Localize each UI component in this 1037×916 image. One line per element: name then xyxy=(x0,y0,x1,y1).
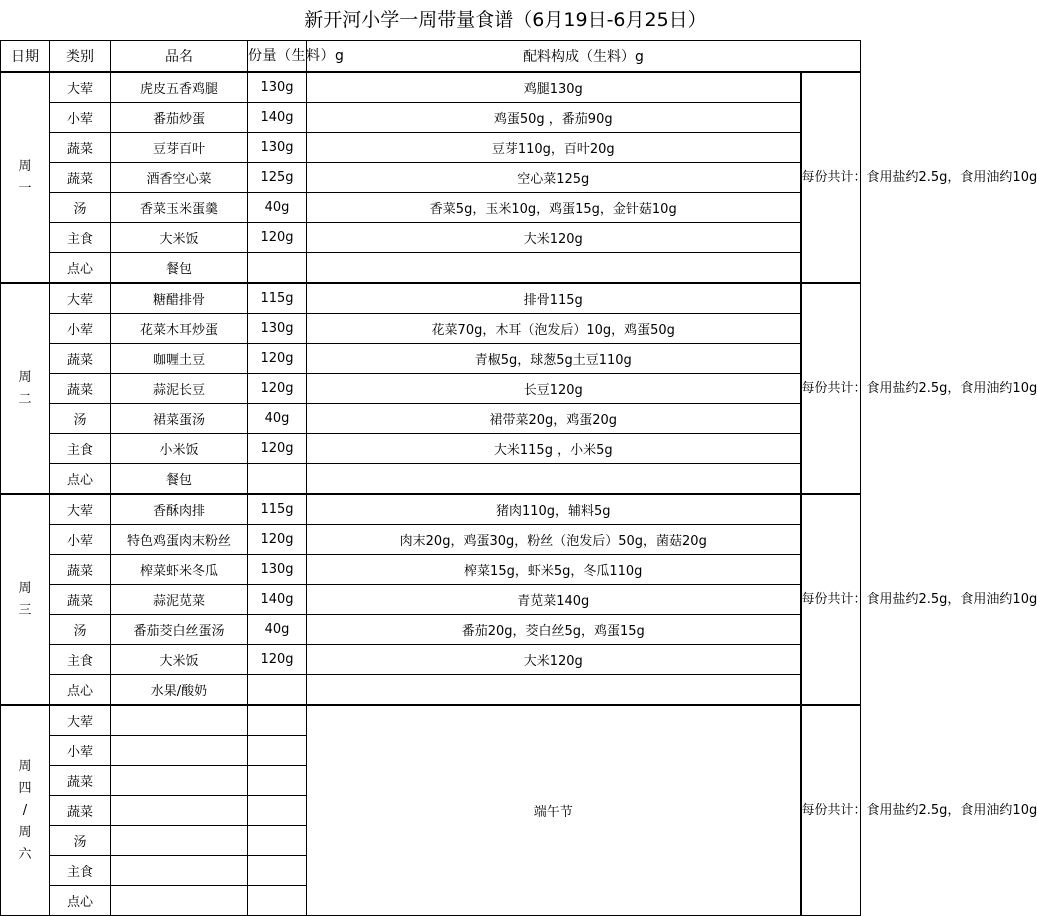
menu-row xyxy=(1,344,861,374)
day-char: 四 xyxy=(18,780,32,796)
category-cell: 主食 xyxy=(50,856,111,886)
nutrition-note: 每份共计：食用盐约2.5g，食用油约10g xyxy=(801,494,861,705)
dish-cell: 蒜泥长豆 xyxy=(111,374,248,404)
dish-cell xyxy=(111,705,248,736)
portion-cell: 115g xyxy=(248,494,307,525)
dish-cell: 番茄茭白丝蛋汤 xyxy=(111,615,248,645)
category-cell: 点心 xyxy=(50,253,111,284)
menu-row xyxy=(1,525,861,555)
menu-row xyxy=(1,434,861,464)
category-cell: 蔬菜 xyxy=(50,163,111,193)
ingredients-cell xyxy=(307,675,801,706)
portion-cell xyxy=(248,886,307,916)
portion-cell: 130g xyxy=(248,133,307,163)
nutrition-note: 每份共计：食用盐约2.5g，食用油约10g xyxy=(801,72,861,283)
header-row xyxy=(1,41,861,73)
category-cell: 主食 xyxy=(50,434,111,464)
day-cell xyxy=(1,283,50,494)
dish-cell: 番茄炒蛋 xyxy=(111,103,248,133)
page-title: 新开河小学一周带量食谱（6月19日-6月25日） xyxy=(304,9,707,31)
portion-cell: 130g xyxy=(248,72,307,103)
dish-cell: 蒜泥苋菜 xyxy=(111,585,248,615)
category-cell: 大荤 xyxy=(50,72,111,103)
category-cell: 大荤 xyxy=(50,705,111,736)
portion-cell xyxy=(248,253,307,284)
menu-row xyxy=(1,404,861,434)
header-portion: 份量（生料）g xyxy=(248,41,307,73)
menu-row xyxy=(1,163,861,193)
category-cell: 小荤 xyxy=(50,314,111,344)
dish-cell xyxy=(111,826,248,856)
ingredients-cell: 大米120g xyxy=(307,645,801,675)
category-cell: 小荤 xyxy=(50,103,111,133)
dish-cell: 糖醋排骨 xyxy=(111,283,248,314)
category-cell: 汤 xyxy=(50,404,111,434)
portion-cell xyxy=(248,856,307,886)
category-cell: 蔬菜 xyxy=(50,344,111,374)
ingredients-cell: 鸡蛋50g ，番茄90g xyxy=(307,103,801,133)
dish-cell: 榨菜虾米冬瓜 xyxy=(111,555,248,585)
header-category: 类别 xyxy=(50,41,111,73)
ingredients-cell: 大米115g ，小米5g xyxy=(307,434,801,464)
category-cell: 汤 xyxy=(50,826,111,856)
day-cell xyxy=(1,705,50,916)
portion-cell xyxy=(248,736,307,766)
portion-cell: 120g xyxy=(248,525,307,555)
portion-cell xyxy=(248,675,307,706)
portion-cell: 120g xyxy=(248,223,307,253)
portion-cell xyxy=(248,705,307,736)
portion-cell xyxy=(248,464,307,495)
ingredients-cell: 排骨115g xyxy=(307,283,801,314)
portion-cell: 120g xyxy=(248,645,307,675)
header-dish: 品名 xyxy=(111,41,248,73)
category-cell: 蔬菜 xyxy=(50,374,111,404)
menu-body xyxy=(1,72,1037,916)
category-cell: 蔬菜 xyxy=(50,555,111,585)
ingredients-cell: 香菜5g，玉米10g，鸡蛋15g，金针菇10g xyxy=(307,193,801,223)
dish-cell xyxy=(111,886,248,916)
portion-cell: 140g xyxy=(248,585,307,615)
category-cell: 主食 xyxy=(50,645,111,675)
dish-cell xyxy=(111,856,248,886)
category-cell: 汤 xyxy=(50,615,111,645)
dish-cell: 花菜木耳炒蛋 xyxy=(111,314,248,344)
menu-row xyxy=(1,283,861,314)
dish-cell: 餐包 xyxy=(111,253,248,284)
menu-row xyxy=(1,72,861,103)
menu-row xyxy=(1,103,861,133)
ingredients-cell: 大米120g xyxy=(307,223,801,253)
dish-cell xyxy=(111,796,248,826)
category-cell: 点心 xyxy=(50,675,111,706)
ingredients-cell: 番茄20g，茭白丝5g，鸡蛋15g xyxy=(307,615,801,645)
portion-cell: 115g xyxy=(248,283,307,314)
menu-table xyxy=(0,40,1037,916)
category-cell: 小荤 xyxy=(50,736,111,766)
category-cell: 大荤 xyxy=(50,494,111,525)
portion-cell: 130g xyxy=(248,555,307,585)
menu-row xyxy=(1,464,861,495)
category-cell: 主食 xyxy=(50,223,111,253)
dish-cell: 餐包 xyxy=(111,464,248,495)
dish-cell: 虎皮五香鸡腿 xyxy=(111,72,248,103)
dish-cell: 裙菜蛋汤 xyxy=(111,404,248,434)
dish-cell: 香菜玉米蛋羹 xyxy=(111,193,248,223)
day-cell xyxy=(1,494,50,705)
day-char: 六 xyxy=(18,846,32,862)
menu-row xyxy=(1,675,861,706)
dish-cell: 大米饭 xyxy=(111,645,248,675)
portion-cell xyxy=(248,766,307,796)
day-char: / xyxy=(22,802,28,818)
day-char: 周 xyxy=(18,758,32,774)
ingredients-cell: 肉末20g，鸡蛋30g，粉丝（泡发后）50g，菌菇20g xyxy=(307,525,801,555)
ingredients-cell xyxy=(307,464,801,495)
category-cell: 大荤 xyxy=(50,283,111,314)
dish-cell xyxy=(111,766,248,796)
portion-cell: 125g xyxy=(248,163,307,193)
menu-row xyxy=(1,494,861,525)
menu-row xyxy=(1,585,861,615)
day-char: 二 xyxy=(18,391,32,407)
day-cell xyxy=(1,72,50,283)
ingredients-cell: 豆芽110g，百叶20g xyxy=(307,133,801,163)
category-cell: 蔬菜 xyxy=(50,133,111,163)
portion-cell: 120g xyxy=(248,374,307,404)
nutrition-note: 每份共计：食用盐约2.5g，食用油约10g xyxy=(801,705,861,916)
category-cell: 蔬菜 xyxy=(50,766,111,796)
menu-row xyxy=(1,133,861,163)
menu-row xyxy=(1,645,861,675)
portion-cell: 40g xyxy=(248,193,307,223)
ingredients-cell xyxy=(307,253,801,284)
nutrition-note: 每份共计：食用盐约2.5g，食用油约10g xyxy=(801,283,861,494)
menu-row xyxy=(1,615,861,645)
menu-row xyxy=(1,223,861,253)
portion-cell xyxy=(248,826,307,856)
header-date: 日期 xyxy=(1,41,50,73)
category-cell: 点心 xyxy=(50,886,111,916)
menu-row xyxy=(1,705,861,736)
menu-row xyxy=(1,253,861,284)
portion-cell xyxy=(248,796,307,826)
category-cell: 蔬菜 xyxy=(50,796,111,826)
portion-cell: 130g xyxy=(248,314,307,344)
menu-row xyxy=(1,193,861,223)
header-ingredients: 配料构成（生料）g xyxy=(307,41,861,73)
menu-row xyxy=(1,555,861,585)
day-char: 周 xyxy=(18,580,32,596)
day-char: 一 xyxy=(18,180,32,196)
dish-cell: 香酥肉排 xyxy=(111,494,248,525)
portion-cell: 40g xyxy=(248,404,307,434)
dish-cell: 大米饭 xyxy=(111,223,248,253)
ingredients-cell: 空心菜125g xyxy=(307,163,801,193)
ingredients-cell: 青椒5g，球葱5g土豆110g xyxy=(307,344,801,374)
menu-row xyxy=(1,314,861,344)
ingredients-cell: 榨菜15g，虾米5g，冬瓜110g xyxy=(307,555,801,585)
dish-cell: 特色鸡蛋肉末粉丝 xyxy=(111,525,248,555)
dish-cell: 豆芽百叶 xyxy=(111,133,248,163)
category-cell: 汤 xyxy=(50,193,111,223)
category-cell: 点心 xyxy=(50,464,111,495)
dish-cell: 咖喱土豆 xyxy=(111,344,248,374)
ingredients-cell: 花菜70g，木耳（泡发后）10g，鸡蛋50g xyxy=(307,314,801,344)
ingredients-cell: 裙带菜20g，鸡蛋20g xyxy=(307,404,801,434)
portion-cell: 120g xyxy=(248,344,307,374)
portion-cell: 140g xyxy=(248,103,307,133)
day-char: 周 xyxy=(18,158,32,174)
ingredients-cell: 猪肉110g，辅料5g xyxy=(307,494,801,525)
dish-cell xyxy=(111,736,248,766)
category-cell: 蔬菜 xyxy=(50,585,111,615)
ingredients-cell: 鸡腿130g xyxy=(307,72,801,103)
day-char: 三 xyxy=(18,602,32,618)
holiday-cell: 端午节 xyxy=(307,705,801,916)
ingredients-cell: 青苋菜140g xyxy=(307,585,801,615)
menu-row xyxy=(1,374,861,404)
ingredients-cell: 长豆120g xyxy=(307,374,801,404)
category-cell: 小荤 xyxy=(50,525,111,555)
portion-cell: 120g xyxy=(248,434,307,464)
dish-cell: 酒香空心菜 xyxy=(111,163,248,193)
portion-cell: 40g xyxy=(248,615,307,645)
dish-cell: 小米饭 xyxy=(111,434,248,464)
day-char: 周 xyxy=(18,824,32,840)
dish-cell: 水果/酸奶 xyxy=(111,675,248,706)
day-char: 周 xyxy=(18,369,32,385)
